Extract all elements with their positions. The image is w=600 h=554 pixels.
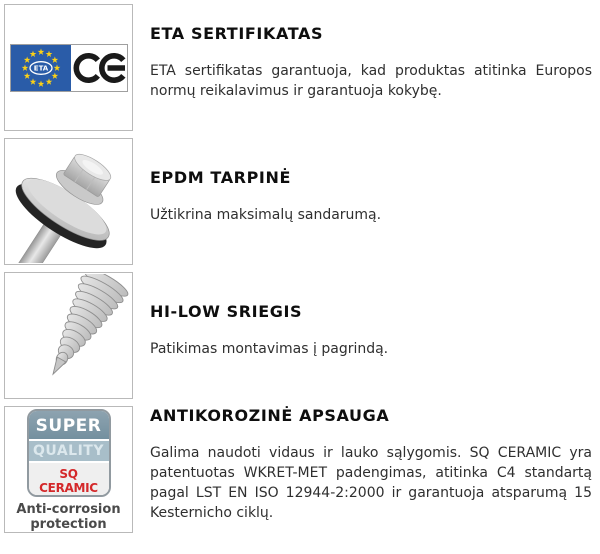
badge-sq-ceramic-label: SQ CERAMIC xyxy=(29,461,109,497)
eta-ce-logo-icon xyxy=(10,44,128,92)
feature-row-eta-certificate xyxy=(4,4,600,131)
thread-coils xyxy=(31,274,131,387)
badge-caption xyxy=(16,502,120,532)
badge-super-label: SUPER xyxy=(29,411,109,439)
screw-epdm-washer-image xyxy=(6,140,131,263)
feature-image-box xyxy=(4,406,133,533)
feature-text xyxy=(150,24,592,101)
feature-text xyxy=(150,302,592,359)
feature-text xyxy=(150,406,592,523)
badge-caption-line2: protection xyxy=(30,517,107,532)
feature-row-epdm-washer xyxy=(4,138,600,265)
screw-thread-image xyxy=(6,274,131,397)
feature-heading: ANTIKOROZINĖ APSAUGA xyxy=(150,406,390,425)
feature-description: Užtikrina maksimalų sandarumą. xyxy=(150,207,382,223)
feature-description: Patikimas montavimas į pagrindą. xyxy=(150,341,389,357)
feature-description: ETA sertifikatas garantuoja, kad produktas atitinka Europos normų reikalavimus ir garantuoja kokybę. xyxy=(150,63,592,99)
feature-heading: EPDM TARPINĖ xyxy=(150,168,292,187)
feature-description: Galima naudoti vidaus ir lauko sąlygomis. SQ CERAMIC yra patentuotas WKRET-MET padengimas, atitinka C4 standartą pagal LST EN ISO 12944-2:2000 ir garantuoja atsparumą 15 Kesternicho ciklų. xyxy=(150,445,592,521)
feature-row-hi-low-thread xyxy=(4,272,600,399)
eta-label: ETA xyxy=(33,64,48,72)
feature-image-box xyxy=(4,138,133,265)
super-quality-badge xyxy=(27,409,111,497)
badge-quality-label: QUALITY xyxy=(29,439,109,461)
feature-image-box xyxy=(4,4,133,131)
feature-heading: HI-LOW SRIEGIS xyxy=(150,302,303,321)
feature-heading: ETA SERTIFIKATAS xyxy=(150,24,324,43)
feature-text xyxy=(150,168,592,225)
feature-image-box xyxy=(4,272,133,399)
badge-caption-line1: Anti-corrosion xyxy=(16,502,121,517)
feature-row-anti-corrosion xyxy=(4,406,600,533)
